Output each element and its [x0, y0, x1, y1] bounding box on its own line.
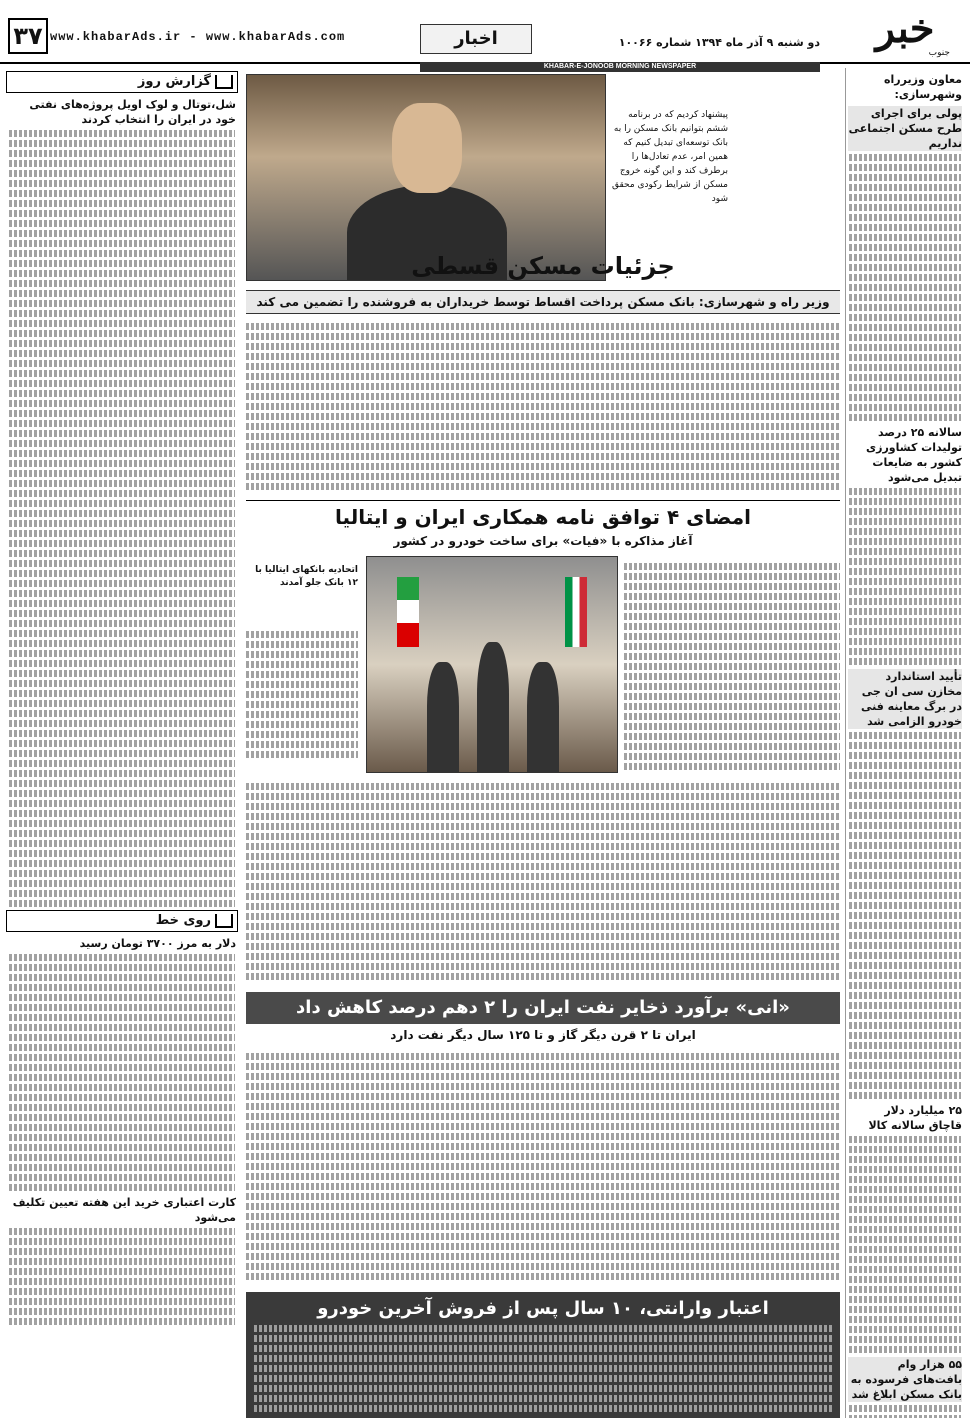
italy-body-left — [246, 628, 358, 761]
page-number: ۳۷ — [8, 18, 48, 54]
left-headline-2: دلار به مرز ۳۷۰۰ تومان رسید — [79, 937, 236, 950]
logo-sub: جنوب — [928, 48, 950, 58]
right-body-5 — [849, 1405, 961, 1418]
right-body-1 — [849, 154, 961, 421]
subhead-housing: وزیر راه و شهرسازی: بانک مسکن پرداخت اقساط توسط خریداران به فروشنده را تضمین می کند — [246, 290, 840, 314]
headline-eni: «انی» برآورد ذخایر نفت ایران را ۲ دهم درصد کاهش داد — [246, 992, 840, 1024]
left-body-2 — [9, 954, 235, 1191]
italy-body-bottom — [246, 780, 840, 983]
right-body-2 — [849, 488, 961, 665]
right-body-4 — [849, 1136, 961, 1353]
right-headline-4: ۲۵ میلیارد دلار قاچاق سالانه کالا — [868, 1104, 962, 1132]
subhead-iran-italy: آغاز مذاکره با «فیات» برای ساخت خودرو در کشور — [393, 534, 693, 548]
right-body-3 — [849, 732, 961, 1099]
italy-body-right — [624, 560, 840, 773]
minister-photo — [246, 74, 606, 281]
masthead — [0, 0, 970, 64]
main-area — [246, 68, 840, 1418]
housing-body — [246, 320, 840, 493]
right-headline-5: ۵۵ هزار وام بافت‌های فرسوده به بانک مسکن ابلاغ شد — [848, 1357, 962, 1402]
right-headline-2: سالانه ۲۵ درصد تولیدات کشاورزی کشور به ضایعات تبدیل می‌شود — [866, 426, 962, 484]
photo-caption-1: پیشنهاد کردیم که در برنامه ششم بتوانیم بانک مسکن را به بانک توسعه‌ای تبدیل کنیم که همین امر، عدم تعادل‌ها را برطرف کند و این گونه خروج مسکن از شرایط رکودی محقق شود — [611, 110, 728, 204]
warranty-body — [254, 1325, 832, 1412]
left-body-1 — [9, 130, 235, 907]
left-headline-1: شل،توتال و لوک اویل پروژه‌های نفتی خود در ایران را انتخاب کردند — [29, 98, 236, 126]
right-headline-3: تأیید استاندارد مخازن سی ان جی در برگ معاینه فنی خودرو الزامی شد — [848, 669, 962, 729]
eni-body — [246, 1050, 840, 1283]
box-report-of-day: گزارش روز — [6, 71, 238, 93]
subhead-eni: ایران تا ۲ قرن دیگر گاز و تا ۱۲۵ سال دیگر نفت دارد — [390, 1028, 696, 1042]
photo-caption-2: اتحادیه بانکهای ایتالیا با ۱۲ بانک جلو آمدند — [255, 565, 358, 588]
left-column — [6, 68, 238, 1418]
logo: خبر — [875, 5, 935, 52]
site-url[interactable]: www.khabarAds.ir - www.khabarAds.com — [50, 30, 346, 44]
left-headline-3: کارت اعتباری خرید این هفته تعیین تکلیف می‌شود — [12, 1196, 236, 1224]
right-headline-1: پولی برای اجرای طرح مسکن اجتماعی نداریم — [848, 107, 962, 150]
box-on-the-line: روی خط — [6, 910, 238, 932]
headline-iran-italy: امضای ۴ توافق نامه همکاری ایران و ایتالیا — [246, 500, 840, 529]
english-subtitle: KHABAR-E-JONOOB MORNING NEWSPAPER — [420, 62, 820, 72]
headline-warranty: اعتبار وارانتی، ۱۰ سال پس از فروش آخرین خودرو — [317, 1298, 769, 1319]
headline-housing: جزئیات مسکن قسطی — [411, 252, 675, 280]
right-kicker: معاون وزیرراه وشهرسازی: — [884, 73, 962, 101]
section-label: اخبار — [420, 24, 532, 54]
left-body-3 — [9, 1228, 235, 1325]
warranty-box — [246, 1292, 840, 1418]
dateline: دو شنبه ۹ آذر ماه ۱۳۹۴ شماره ۱۰۰۶۶ — [618, 36, 820, 49]
right-column — [845, 68, 964, 1418]
signing-photo — [366, 556, 618, 773]
